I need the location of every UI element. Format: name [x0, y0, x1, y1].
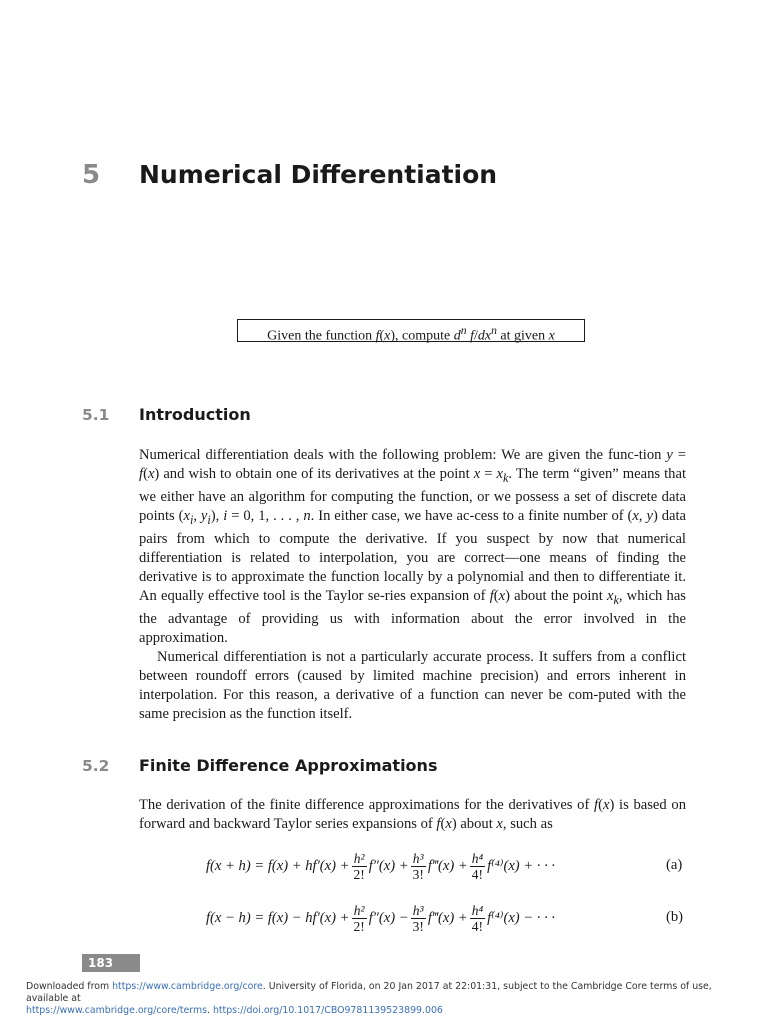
- cambridge-core-link[interactable]: https://www.cambridge.org/core: [112, 981, 263, 992]
- intro-text: [139, 446, 686, 724]
- paragraph: Numerical differentiation is not a particularly accurate process. It suffers from a conflict between roundoff errors (caused by limited machine precision) and errors inherent in interpolation. For this reason, a derivative of a function can never be com-puted with the same precision as the function itself.: [139, 648, 686, 722]
- equation-b: f(x − h) = f(x) − hf′(x) + $\frac{\text{h²}}{2!}$ f″(x) − $\frac{\text{h³}}{3!}$ f‴(x) + $\frac{\text{h⁴}}{4!}$ f⁽⁴⁾(x) − · · ·: [206, 902, 556, 934]
- fraction: $\frac{\text{h⁴}}{4!}$: [471, 902, 484, 934]
- paragraph: The derivation of the finite difference approximations for the derivatives of f(x) is based on forward and backward Taylor series expansions of f(x) about x, such as: [139, 797, 686, 832]
- fraction: $\frac{\text{h³}}{3!}$: [412, 850, 424, 882]
- fraction: $\frac{\text{h³}}{3!}$: [412, 902, 424, 934]
- problem-statement-box: Given the function f(x), compute $d^n$ $f/dx^n$ at given x: [237, 319, 585, 342]
- fraction: $\frac{\text{h²}}{2!}$: [353, 902, 365, 934]
- section-title: Finite Difference Approximations: [139, 756, 438, 775]
- finite-difference-text: [139, 796, 686, 834]
- paragraph: Numerical differentiation deals with the following problem: We are given the func-tion y = f(x) and wish to obtain one of its derivatives at the point $x = x_k$. The term “given” means that we either have an algorithm for computing the function, or we possess a set of discrete data points ($x_i$, $y_i$), i = 0, 1, . . . , n. In either case, we have ac-cess to a finite number of (x, y) data pairs from which to compute the derivative. If you suspect by now that numerical differentiation is related to interpolation, you are correct—one means of finding the derivative is to approximate the function locally by a polynomial and then to differentiate it. An equally effective tool is the Taylor se-ries expansion of f(x) about the point $x_k$, which has the advantage of providing us with information about the error involved in the approximation.: [139, 447, 687, 646]
- equation-label: (b): [666, 909, 684, 925]
- terms-link[interactable]: https://www.cambridge.org/core/terms: [26, 1005, 207, 1016]
- chapter-title: Numerical Differentiation: [139, 160, 498, 189]
- doi-link[interactable]: https://doi.org/10.1017/CBO9781139523899.006: [212, 1005, 443, 1016]
- section-number: 5.1: [82, 406, 110, 424]
- download-footer: Downloaded from https://www.cambridge.org/core. University of Florida, on 20 Jan 2017 at 22:01:31, subject to the Cambridge Core terms of use, available at https://www.cambridge.org/core/terms. https://doi.org/10.1017/CBO9781139523899.006: [26, 981, 712, 1016]
- equation-a: f(x + h) = f(x) + hf′(x) + $\frac{\text{h²}}{2!}$ f″(x) + $\frac{\text{h³}}{3!}$ f‴(x) + $\frac{\text{h⁴}}{4!}$ f⁽⁴⁾(x) + · · ·: [206, 850, 556, 882]
- section-number: 5.2: [82, 757, 110, 775]
- fraction: $\frac{\text{h²}}{2!}$: [353, 850, 365, 882]
- page-number: 183: [82, 954, 140, 972]
- fraction: $\frac{\text{h⁴}}{4!}$: [471, 850, 484, 882]
- chapter-number: 5: [82, 160, 101, 190]
- equation-label: (a): [666, 857, 683, 873]
- section-title: Introduction: [139, 405, 251, 424]
